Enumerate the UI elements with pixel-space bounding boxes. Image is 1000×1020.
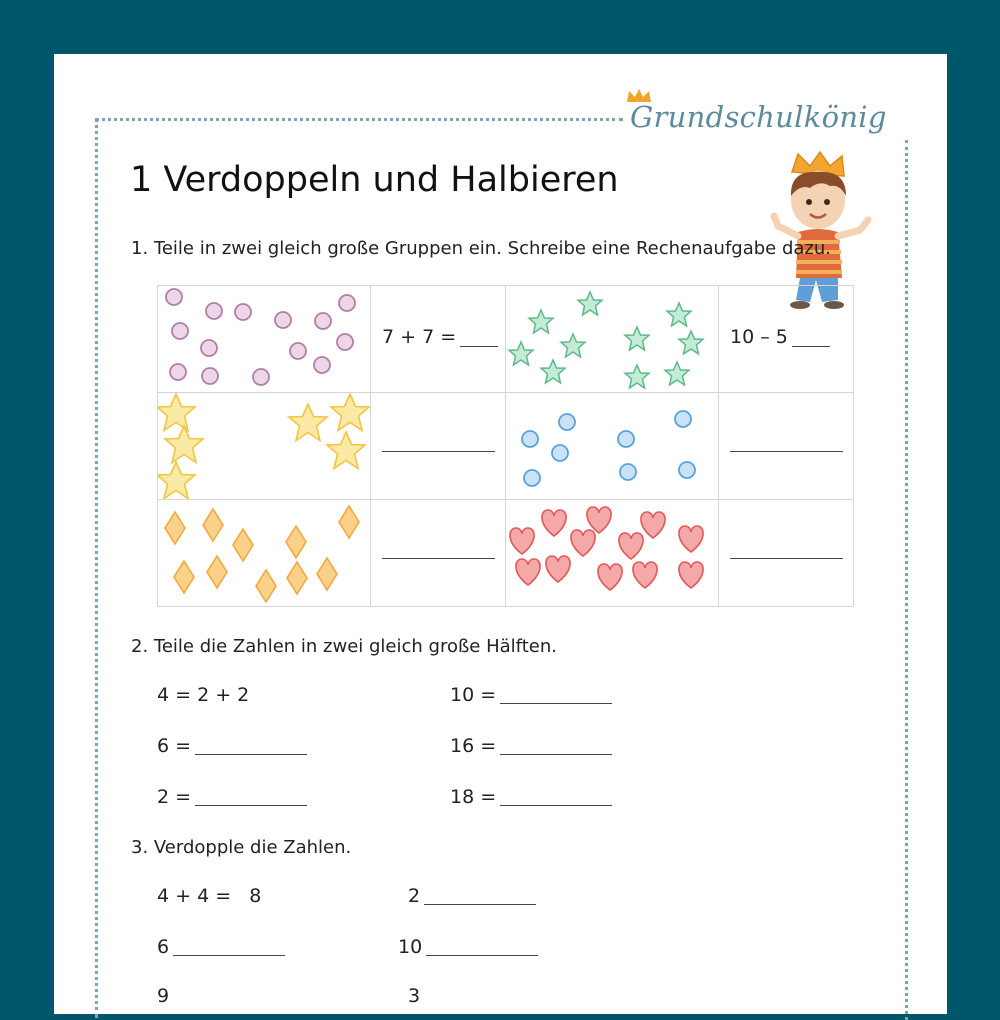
doubling-item: 2 bbox=[408, 885, 536, 907]
doubling-item: 4 + 4 = 8 bbox=[157, 885, 262, 907]
answer-cell[interactable] bbox=[719, 500, 854, 607]
table-row bbox=[158, 286, 854, 393]
halving-item: 18 = bbox=[450, 786, 612, 808]
answer-text: 7 + 7 = bbox=[382, 326, 457, 348]
blue-circles-group bbox=[506, 393, 718, 499]
answer-blank[interactable] bbox=[195, 805, 307, 806]
answer-cell[interactable] bbox=[719, 393, 854, 500]
dotted-border-right bbox=[905, 140, 908, 1020]
table-row bbox=[158, 393, 854, 500]
grouping-table bbox=[157, 285, 854, 607]
halving-item: 10 = bbox=[450, 684, 612, 706]
answer-cell[interactable] bbox=[371, 286, 506, 393]
green-stars-cell bbox=[506, 286, 719, 393]
purple-circles-cell bbox=[158, 286, 371, 393]
red-hearts-group bbox=[506, 500, 718, 606]
question-2-text: 2. Teile die Zahlen in zwei gleich große Hälften. bbox=[131, 636, 557, 657]
brand-logo-text: Grundschulkönig bbox=[630, 100, 887, 134]
yellow-stars-group bbox=[158, 393, 370, 499]
answer-blank[interactable] bbox=[424, 904, 536, 905]
doubling-item: 3 bbox=[408, 985, 421, 1007]
answer-cell[interactable] bbox=[371, 393, 506, 500]
red-hearts-cell bbox=[506, 500, 719, 607]
halving-item: 6 = bbox=[157, 735, 307, 757]
green-stars-group bbox=[506, 286, 718, 392]
doubling-item: 10 bbox=[398, 936, 538, 958]
answer-blank[interactable] bbox=[500, 703, 612, 704]
answer-blank[interactable] bbox=[730, 558, 843, 559]
question-1-text: 1. Teile in zwei gleich große Gruppen ein. Schreibe eine Rechenaufgabe dazu. bbox=[131, 238, 832, 259]
answer-blank[interactable] bbox=[792, 346, 830, 347]
dotted-border-top bbox=[95, 118, 623, 121]
answer-cell[interactable] bbox=[371, 500, 506, 607]
answer-blank[interactable] bbox=[500, 754, 612, 755]
answer-blank[interactable] bbox=[500, 805, 612, 806]
blue-circles-cell bbox=[506, 393, 719, 500]
answer-blank[interactable] bbox=[173, 955, 285, 956]
halving-item: 2 = bbox=[157, 786, 307, 808]
halving-item: 4 = 2 + 2 bbox=[157, 684, 250, 706]
page-title: 1 Verdoppeln und Halbieren bbox=[130, 160, 619, 200]
answer-blank[interactable] bbox=[460, 346, 498, 347]
doubling-item: 6 bbox=[157, 936, 285, 958]
table-row bbox=[158, 500, 854, 607]
orange-diamonds-cell bbox=[158, 500, 371, 607]
answer-blank[interactable] bbox=[426, 955, 538, 956]
purple-circles-group bbox=[158, 286, 370, 392]
answer-blank[interactable] bbox=[195, 754, 307, 755]
answer-blank[interactable] bbox=[382, 558, 495, 559]
question-3-text: 3. Verdopple die Zahlen. bbox=[131, 837, 352, 858]
yellow-stars-cell bbox=[158, 393, 371, 500]
answer-blank[interactable] bbox=[382, 451, 495, 452]
orange-diamonds-group bbox=[158, 500, 370, 606]
dotted-border-left bbox=[95, 118, 98, 1018]
answer-blank[interactable] bbox=[730, 451, 843, 452]
answer-text: 10 – 5 bbox=[730, 326, 788, 348]
halving-item: 16 = bbox=[450, 735, 612, 757]
answer-cell[interactable] bbox=[719, 286, 854, 393]
doubling-item: 9 bbox=[157, 985, 170, 1007]
